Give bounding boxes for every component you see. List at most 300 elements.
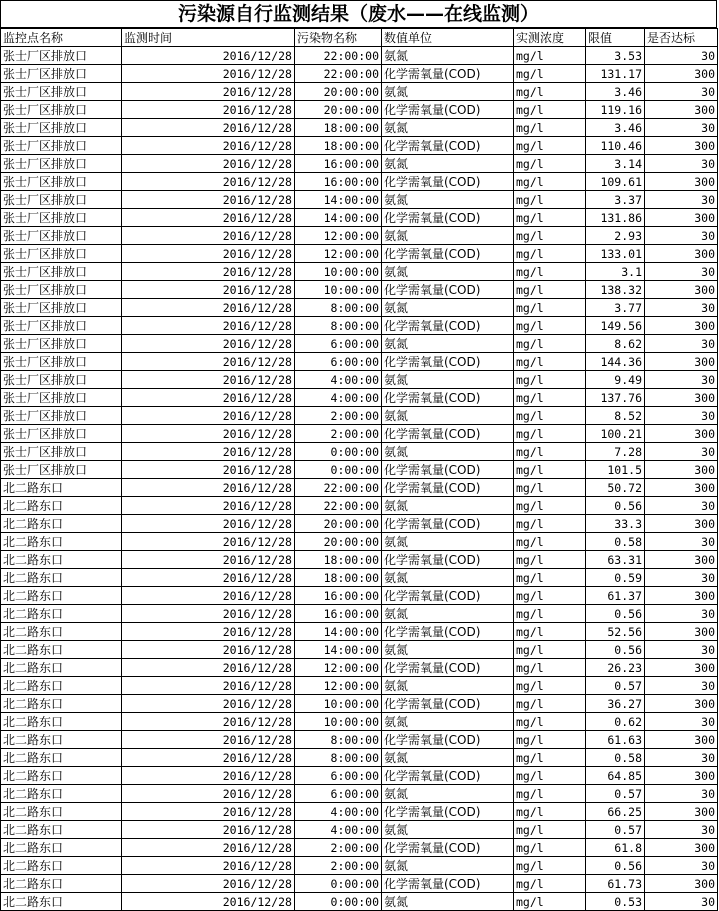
date-cell[interactable]: 2016/12/28	[122, 875, 295, 893]
unit-cell[interactable]: mg/l	[514, 749, 586, 767]
limit-cell[interactable]: 30	[645, 785, 718, 803]
header-cell[interactable]: 限值	[586, 29, 645, 47]
date-cell[interactable]: 2016/12/28	[122, 731, 295, 749]
limit-cell[interactable]: 30	[645, 641, 718, 659]
site-name-cell[interactable]: 北二路东口	[1, 875, 122, 893]
pollutant-cell[interactable]: 氨氮	[382, 371, 514, 389]
concentration-cell[interactable]: 64.85	[586, 767, 645, 785]
pollutant-cell[interactable]: 氨氮	[382, 533, 514, 551]
site-name-cell[interactable]: 张士厂区排放口	[1, 407, 122, 425]
time-cell[interactable]: 6:00:00	[295, 353, 382, 371]
pollutant-cell[interactable]: 氨氮	[382, 335, 514, 353]
date-cell[interactable]: 2016/12/28	[122, 551, 295, 569]
time-cell[interactable]: 20:00:00	[295, 533, 382, 551]
limit-cell[interactable]: 30	[645, 677, 718, 695]
site-name-cell[interactable]: 北二路东口	[1, 569, 122, 587]
pollutant-cell[interactable]: 化学需氧量(COD)	[382, 839, 514, 857]
concentration-cell[interactable]: 149.56	[586, 317, 645, 335]
concentration-cell[interactable]: 61.73	[586, 875, 645, 893]
site-name-cell[interactable]: 张士厂区排放口	[1, 389, 122, 407]
time-cell[interactable]: 12:00:00	[295, 659, 382, 677]
limit-cell[interactable]: 300	[645, 659, 718, 677]
date-cell[interactable]: 2016/12/28	[122, 425, 295, 443]
limit-cell[interactable]: 30	[645, 119, 718, 137]
pollutant-cell[interactable]: 氨氮	[382, 641, 514, 659]
time-cell[interactable]: 10:00:00	[295, 281, 382, 299]
limit-cell[interactable]: 300	[645, 587, 718, 605]
time-cell[interactable]: 18:00:00	[295, 137, 382, 155]
limit-cell[interactable]: 300	[645, 209, 718, 227]
limit-cell[interactable]: 300	[645, 767, 718, 785]
limit-cell[interactable]: 300	[645, 515, 718, 533]
header-cell[interactable]: 污染物名称	[295, 29, 382, 47]
limit-cell[interactable]: 300	[645, 317, 718, 335]
date-cell[interactable]: 2016/12/28	[122, 695, 295, 713]
limit-cell[interactable]: 30	[645, 299, 718, 317]
pollutant-cell[interactable]: 氨氮	[382, 785, 514, 803]
site-name-cell[interactable]: 北二路东口	[1, 659, 122, 677]
site-name-cell[interactable]: 北二路东口	[1, 785, 122, 803]
site-name-cell[interactable]: 张士厂区排放口	[1, 209, 122, 227]
pollutant-cell[interactable]: 化学需氧量(COD)	[382, 281, 514, 299]
site-name-cell[interactable]: 张士厂区排放口	[1, 353, 122, 371]
pollutant-cell[interactable]: 氨氮	[382, 749, 514, 767]
limit-cell[interactable]: 300	[645, 353, 718, 371]
unit-cell[interactable]: mg/l	[514, 497, 586, 515]
time-cell[interactable]: 22:00:00	[295, 47, 382, 65]
header-cell[interactable]: 实测浓度	[514, 29, 586, 47]
time-cell[interactable]: 0:00:00	[295, 893, 382, 911]
concentration-cell[interactable]: 63.31	[586, 551, 645, 569]
time-cell[interactable]: 14:00:00	[295, 209, 382, 227]
limit-cell[interactable]: 300	[645, 803, 718, 821]
pollutant-cell[interactable]: 化学需氧量(COD)	[382, 461, 514, 479]
unit-cell[interactable]: mg/l	[514, 533, 586, 551]
limit-cell[interactable]: 300	[645, 551, 718, 569]
limit-cell[interactable]: 300	[645, 461, 718, 479]
time-cell[interactable]: 22:00:00	[295, 65, 382, 83]
date-cell[interactable]: 2016/12/28	[122, 659, 295, 677]
site-name-cell[interactable]: 张士厂区排放口	[1, 281, 122, 299]
limit-cell[interactable]: 300	[645, 425, 718, 443]
unit-cell[interactable]: mg/l	[514, 281, 586, 299]
time-cell[interactable]: 16:00:00	[295, 587, 382, 605]
date-cell[interactable]: 2016/12/28	[122, 605, 295, 623]
concentration-cell[interactable]: 137.76	[586, 389, 645, 407]
limit-cell[interactable]: 300	[645, 137, 718, 155]
pollutant-cell[interactable]: 化学需氧量(COD)	[382, 731, 514, 749]
date-cell[interactable]: 2016/12/28	[122, 263, 295, 281]
time-cell[interactable]: 4:00:00	[295, 389, 382, 407]
date-cell[interactable]: 2016/12/28	[122, 281, 295, 299]
site-name-cell[interactable]: 北二路东口	[1, 713, 122, 731]
date-cell[interactable]: 2016/12/28	[122, 137, 295, 155]
limit-cell[interactable]: 30	[645, 749, 718, 767]
date-cell[interactable]: 2016/12/28	[122, 767, 295, 785]
pollutant-cell[interactable]: 氨氮	[382, 83, 514, 101]
limit-cell[interactable]: 300	[645, 695, 718, 713]
date-cell[interactable]: 2016/12/28	[122, 497, 295, 515]
time-cell[interactable]: 20:00:00	[295, 101, 382, 119]
unit-cell[interactable]: mg/l	[514, 461, 586, 479]
time-cell[interactable]: 20:00:00	[295, 83, 382, 101]
unit-cell[interactable]: mg/l	[514, 803, 586, 821]
unit-cell[interactable]: mg/l	[514, 209, 586, 227]
unit-cell[interactable]: mg/l	[514, 155, 586, 173]
time-cell[interactable]: 18:00:00	[295, 569, 382, 587]
unit-cell[interactable]: mg/l	[514, 659, 586, 677]
limit-cell[interactable]: 300	[645, 245, 718, 263]
site-name-cell[interactable]: 北二路东口	[1, 821, 122, 839]
site-name-cell[interactable]: 北二路东口	[1, 749, 122, 767]
limit-cell[interactable]: 30	[645, 497, 718, 515]
date-cell[interactable]: 2016/12/28	[122, 47, 295, 65]
concentration-cell[interactable]: 3.77	[586, 299, 645, 317]
unit-cell[interactable]: mg/l	[514, 65, 586, 83]
date-cell[interactable]: 2016/12/28	[122, 299, 295, 317]
limit-cell[interactable]: 300	[645, 623, 718, 641]
time-cell[interactable]: 0:00:00	[295, 443, 382, 461]
pollutant-cell[interactable]: 化学需氧量(COD)	[382, 353, 514, 371]
date-cell[interactable]: 2016/12/28	[122, 83, 295, 101]
date-cell[interactable]: 2016/12/28	[122, 857, 295, 875]
unit-cell[interactable]: mg/l	[514, 623, 586, 641]
site-name-cell[interactable]: 北二路东口	[1, 497, 122, 515]
pollutant-cell[interactable]: 氨氮	[382, 497, 514, 515]
pollutant-cell[interactable]: 氨氮	[382, 893, 514, 911]
pollutant-cell[interactable]: 化学需氧量(COD)	[382, 551, 514, 569]
limit-cell[interactable]: 300	[645, 479, 718, 497]
pollutant-cell[interactable]: 氨氮	[382, 263, 514, 281]
date-cell[interactable]: 2016/12/28	[122, 893, 295, 911]
time-cell[interactable]: 8:00:00	[295, 317, 382, 335]
unit-cell[interactable]: mg/l	[514, 263, 586, 281]
date-cell[interactable]: 2016/12/28	[122, 101, 295, 119]
date-cell[interactable]: 2016/12/28	[122, 191, 295, 209]
site-name-cell[interactable]: 张士厂区排放口	[1, 83, 122, 101]
time-cell[interactable]: 4:00:00	[295, 803, 382, 821]
concentration-cell[interactable]: 3.53	[586, 47, 645, 65]
concentration-cell[interactable]: 0.59	[586, 569, 645, 587]
date-cell[interactable]: 2016/12/28	[122, 785, 295, 803]
unit-cell[interactable]: mg/l	[514, 641, 586, 659]
site-name-cell[interactable]: 张士厂区排放口	[1, 155, 122, 173]
concentration-cell[interactable]: 8.52	[586, 407, 645, 425]
unit-cell[interactable]: mg/l	[514, 443, 586, 461]
time-cell[interactable]: 12:00:00	[295, 227, 382, 245]
limit-cell[interactable]: 300	[645, 839, 718, 857]
time-cell[interactable]: 4:00:00	[295, 371, 382, 389]
date-cell[interactable]: 2016/12/28	[122, 587, 295, 605]
unit-cell[interactable]: mg/l	[514, 317, 586, 335]
site-name-cell[interactable]: 北二路东口	[1, 767, 122, 785]
concentration-cell[interactable]: 0.57	[586, 821, 645, 839]
concentration-cell[interactable]: 109.61	[586, 173, 645, 191]
site-name-cell[interactable]: 张士厂区排放口	[1, 47, 122, 65]
pollutant-cell[interactable]: 化学需氧量(COD)	[382, 101, 514, 119]
concentration-cell[interactable]: 0.53	[586, 893, 645, 911]
date-cell[interactable]: 2016/12/28	[122, 479, 295, 497]
concentration-cell[interactable]: 0.56	[586, 497, 645, 515]
unit-cell[interactable]: mg/l	[514, 299, 586, 317]
site-name-cell[interactable]: 张士厂区排放口	[1, 263, 122, 281]
concentration-cell[interactable]: 3.14	[586, 155, 645, 173]
unit-cell[interactable]: mg/l	[514, 839, 586, 857]
unit-cell[interactable]: mg/l	[514, 677, 586, 695]
pollutant-cell[interactable]: 氨氮	[382, 713, 514, 731]
time-cell[interactable]: 16:00:00	[295, 605, 382, 623]
limit-cell[interactable]: 30	[645, 407, 718, 425]
concentration-cell[interactable]: 50.72	[586, 479, 645, 497]
concentration-cell[interactable]: 101.5	[586, 461, 645, 479]
time-cell[interactable]: 16:00:00	[295, 155, 382, 173]
concentration-cell[interactable]: 0.57	[586, 785, 645, 803]
date-cell[interactable]: 2016/12/28	[122, 839, 295, 857]
site-name-cell[interactable]: 北二路东口	[1, 893, 122, 911]
time-cell[interactable]: 12:00:00	[295, 245, 382, 263]
unit-cell[interactable]: mg/l	[514, 695, 586, 713]
time-cell[interactable]: 22:00:00	[295, 497, 382, 515]
limit-cell[interactable]: 300	[645, 389, 718, 407]
site-name-cell[interactable]: 北二路东口	[1, 605, 122, 623]
pollutant-cell[interactable]: 化学需氧量(COD)	[382, 245, 514, 263]
concentration-cell[interactable]: 2.93	[586, 227, 645, 245]
concentration-cell[interactable]: 3.46	[586, 83, 645, 101]
pollutant-cell[interactable]: 氨氮	[382, 677, 514, 695]
unit-cell[interactable]: mg/l	[514, 731, 586, 749]
time-cell[interactable]: 14:00:00	[295, 191, 382, 209]
time-cell[interactable]: 0:00:00	[295, 461, 382, 479]
pollutant-cell[interactable]: 氨氮	[382, 227, 514, 245]
limit-cell[interactable]: 30	[645, 83, 718, 101]
site-name-cell[interactable]: 张士厂区排放口	[1, 461, 122, 479]
site-name-cell[interactable]: 张士厂区排放口	[1, 299, 122, 317]
time-cell[interactable]: 2:00:00	[295, 857, 382, 875]
limit-cell[interactable]: 30	[645, 263, 718, 281]
date-cell[interactable]: 2016/12/28	[122, 407, 295, 425]
limit-cell[interactable]: 30	[645, 857, 718, 875]
limit-cell[interactable]: 30	[645, 191, 718, 209]
concentration-cell[interactable]: 119.16	[586, 101, 645, 119]
pollutant-cell[interactable]: 化学需氧量(COD)	[382, 767, 514, 785]
concentration-cell[interactable]: 0.62	[586, 713, 645, 731]
pollutant-cell[interactable]: 化学需氧量(COD)	[382, 515, 514, 533]
pollutant-cell[interactable]: 氨氮	[382, 443, 514, 461]
unit-cell[interactable]: mg/l	[514, 389, 586, 407]
time-cell[interactable]: 14:00:00	[295, 641, 382, 659]
site-name-cell[interactable]: 北二路东口	[1, 479, 122, 497]
date-cell[interactable]: 2016/12/28	[122, 245, 295, 263]
limit-cell[interactable]: 300	[645, 65, 718, 83]
unit-cell[interactable]: mg/l	[514, 83, 586, 101]
header-cell[interactable]: 监测时间	[122, 29, 295, 47]
unit-cell[interactable]: mg/l	[514, 569, 586, 587]
concentration-cell[interactable]: 131.86	[586, 209, 645, 227]
time-cell[interactable]: 2:00:00	[295, 407, 382, 425]
site-name-cell[interactable]: 张士厂区排放口	[1, 371, 122, 389]
unit-cell[interactable]: mg/l	[514, 191, 586, 209]
site-name-cell[interactable]: 北二路东口	[1, 641, 122, 659]
unit-cell[interactable]: mg/l	[514, 407, 586, 425]
concentration-cell[interactable]: 7.28	[586, 443, 645, 461]
time-cell[interactable]: 10:00:00	[295, 695, 382, 713]
concentration-cell[interactable]: 66.25	[586, 803, 645, 821]
date-cell[interactable]: 2016/12/28	[122, 713, 295, 731]
time-cell[interactable]: 2:00:00	[295, 425, 382, 443]
unit-cell[interactable]: mg/l	[514, 335, 586, 353]
pollutant-cell[interactable]: 氨氮	[382, 407, 514, 425]
pollutant-cell[interactable]: 化学需氧量(COD)	[382, 875, 514, 893]
limit-cell[interactable]: 30	[645, 569, 718, 587]
site-name-cell[interactable]: 张士厂区排放口	[1, 137, 122, 155]
pollutant-cell[interactable]: 氨氮	[382, 47, 514, 65]
date-cell[interactable]: 2016/12/28	[122, 461, 295, 479]
unit-cell[interactable]: mg/l	[514, 227, 586, 245]
site-name-cell[interactable]: 北二路东口	[1, 857, 122, 875]
date-cell[interactable]: 2016/12/28	[122, 317, 295, 335]
concentration-cell[interactable]: 26.23	[586, 659, 645, 677]
concentration-cell[interactable]: 110.46	[586, 137, 645, 155]
unit-cell[interactable]: mg/l	[514, 479, 586, 497]
date-cell[interactable]: 2016/12/28	[122, 173, 295, 191]
site-name-cell[interactable]: 张士厂区排放口	[1, 443, 122, 461]
limit-cell[interactable]: 300	[645, 875, 718, 893]
site-name-cell[interactable]: 张士厂区排放口	[1, 119, 122, 137]
concentration-cell[interactable]: 61.8	[586, 839, 645, 857]
concentration-cell[interactable]: 0.58	[586, 749, 645, 767]
limit-cell[interactable]: 30	[645, 893, 718, 911]
unit-cell[interactable]: mg/l	[514, 119, 586, 137]
pollutant-cell[interactable]: 化学需氧量(COD)	[382, 65, 514, 83]
date-cell[interactable]: 2016/12/28	[122, 371, 295, 389]
concentration-cell[interactable]: 3.37	[586, 191, 645, 209]
concentration-cell[interactable]: 0.57	[586, 677, 645, 695]
concentration-cell[interactable]: 9.49	[586, 371, 645, 389]
limit-cell[interactable]: 300	[645, 173, 718, 191]
site-name-cell[interactable]: 北二路东口	[1, 623, 122, 641]
date-cell[interactable]: 2016/12/28	[122, 515, 295, 533]
pollutant-cell[interactable]: 化学需氧量(COD)	[382, 803, 514, 821]
date-cell[interactable]: 2016/12/28	[122, 209, 295, 227]
unit-cell[interactable]: mg/l	[514, 713, 586, 731]
limit-cell[interactable]: 30	[645, 533, 718, 551]
time-cell[interactable]: 10:00:00	[295, 713, 382, 731]
unit-cell[interactable]: mg/l	[514, 137, 586, 155]
pollutant-cell[interactable]: 化学需氧量(COD)	[382, 209, 514, 227]
site-name-cell[interactable]: 北二路东口	[1, 515, 122, 533]
date-cell[interactable]: 2016/12/28	[122, 641, 295, 659]
concentration-cell[interactable]: 0.58	[586, 533, 645, 551]
time-cell[interactable]: 6:00:00	[295, 335, 382, 353]
pollutant-cell[interactable]: 化学需氧量(COD)	[382, 317, 514, 335]
unit-cell[interactable]: mg/l	[514, 551, 586, 569]
date-cell[interactable]: 2016/12/28	[122, 533, 295, 551]
site-name-cell[interactable]: 北二路东口	[1, 839, 122, 857]
date-cell[interactable]: 2016/12/28	[122, 155, 295, 173]
limit-cell[interactable]: 30	[645, 47, 718, 65]
unit-cell[interactable]: mg/l	[514, 785, 586, 803]
time-cell[interactable]: 18:00:00	[295, 551, 382, 569]
concentration-cell[interactable]: 61.37	[586, 587, 645, 605]
unit-cell[interactable]: mg/l	[514, 605, 586, 623]
unit-cell[interactable]: mg/l	[514, 173, 586, 191]
pollutant-cell[interactable]: 氨氮	[382, 569, 514, 587]
pollutant-cell[interactable]: 化学需氧量(COD)	[382, 389, 514, 407]
limit-cell[interactable]: 30	[645, 713, 718, 731]
time-cell[interactable]: 8:00:00	[295, 731, 382, 749]
date-cell[interactable]: 2016/12/28	[122, 119, 295, 137]
pollutant-cell[interactable]: 氨氮	[382, 857, 514, 875]
pollutant-cell[interactable]: 氨氮	[382, 821, 514, 839]
pollutant-cell[interactable]: 化学需氧量(COD)	[382, 659, 514, 677]
concentration-cell[interactable]: 61.63	[586, 731, 645, 749]
pollutant-cell[interactable]: 氨氮	[382, 119, 514, 137]
site-name-cell[interactable]: 北二路东口	[1, 587, 122, 605]
site-name-cell[interactable]: 北二路东口	[1, 695, 122, 713]
time-cell[interactable]: 4:00:00	[295, 821, 382, 839]
time-cell[interactable]: 8:00:00	[295, 749, 382, 767]
date-cell[interactable]: 2016/12/28	[122, 677, 295, 695]
unit-cell[interactable]: mg/l	[514, 245, 586, 263]
time-cell[interactable]: 12:00:00	[295, 677, 382, 695]
time-cell[interactable]: 6:00:00	[295, 785, 382, 803]
date-cell[interactable]: 2016/12/28	[122, 443, 295, 461]
site-name-cell[interactable]: 张士厂区排放口	[1, 425, 122, 443]
pollutant-cell[interactable]: 化学需氧量(COD)	[382, 173, 514, 191]
site-name-cell[interactable]: 张士厂区排放口	[1, 65, 122, 83]
unit-cell[interactable]: mg/l	[514, 47, 586, 65]
site-name-cell[interactable]: 北二路东口	[1, 731, 122, 749]
limit-cell[interactable]: 30	[645, 227, 718, 245]
pollutant-cell[interactable]: 氨氮	[382, 299, 514, 317]
header-cell[interactable]: 数值单位	[382, 29, 514, 47]
header-cell[interactable]: 是否达标	[645, 29, 718, 47]
pollutant-cell[interactable]: 化学需氧量(COD)	[382, 425, 514, 443]
concentration-cell[interactable]: 52.56	[586, 623, 645, 641]
concentration-cell[interactable]: 36.27	[586, 695, 645, 713]
concentration-cell[interactable]: 0.56	[586, 641, 645, 659]
pollutant-cell[interactable]: 氨氮	[382, 605, 514, 623]
concentration-cell[interactable]: 0.56	[586, 605, 645, 623]
unit-cell[interactable]: mg/l	[514, 353, 586, 371]
concentration-cell[interactable]: 3.1	[586, 263, 645, 281]
site-name-cell[interactable]: 张士厂区排放口	[1, 245, 122, 263]
time-cell[interactable]: 0:00:00	[295, 875, 382, 893]
header-cell[interactable]: 监控点名称	[1, 29, 122, 47]
concentration-cell[interactable]: 138.32	[586, 281, 645, 299]
time-cell[interactable]: 6:00:00	[295, 767, 382, 785]
concentration-cell[interactable]: 33.3	[586, 515, 645, 533]
date-cell[interactable]: 2016/12/28	[122, 569, 295, 587]
pollutant-cell[interactable]: 氨氮	[382, 155, 514, 173]
limit-cell[interactable]: 30	[645, 443, 718, 461]
unit-cell[interactable]: mg/l	[514, 857, 586, 875]
unit-cell[interactable]: mg/l	[514, 101, 586, 119]
date-cell[interactable]: 2016/12/28	[122, 749, 295, 767]
unit-cell[interactable]: mg/l	[514, 875, 586, 893]
limit-cell[interactable]: 300	[645, 281, 718, 299]
concentration-cell[interactable]: 0.56	[586, 857, 645, 875]
site-name-cell[interactable]: 张士厂区排放口	[1, 191, 122, 209]
concentration-cell[interactable]: 3.46	[586, 119, 645, 137]
pollutant-cell[interactable]: 化学需氧量(COD)	[382, 587, 514, 605]
date-cell[interactable]: 2016/12/28	[122, 623, 295, 641]
unit-cell[interactable]: mg/l	[514, 587, 586, 605]
time-cell[interactable]: 18:00:00	[295, 119, 382, 137]
date-cell[interactable]: 2016/12/28	[122, 227, 295, 245]
pollutant-cell[interactable]: 化学需氧量(COD)	[382, 623, 514, 641]
site-name-cell[interactable]: 张士厂区排放口	[1, 335, 122, 353]
